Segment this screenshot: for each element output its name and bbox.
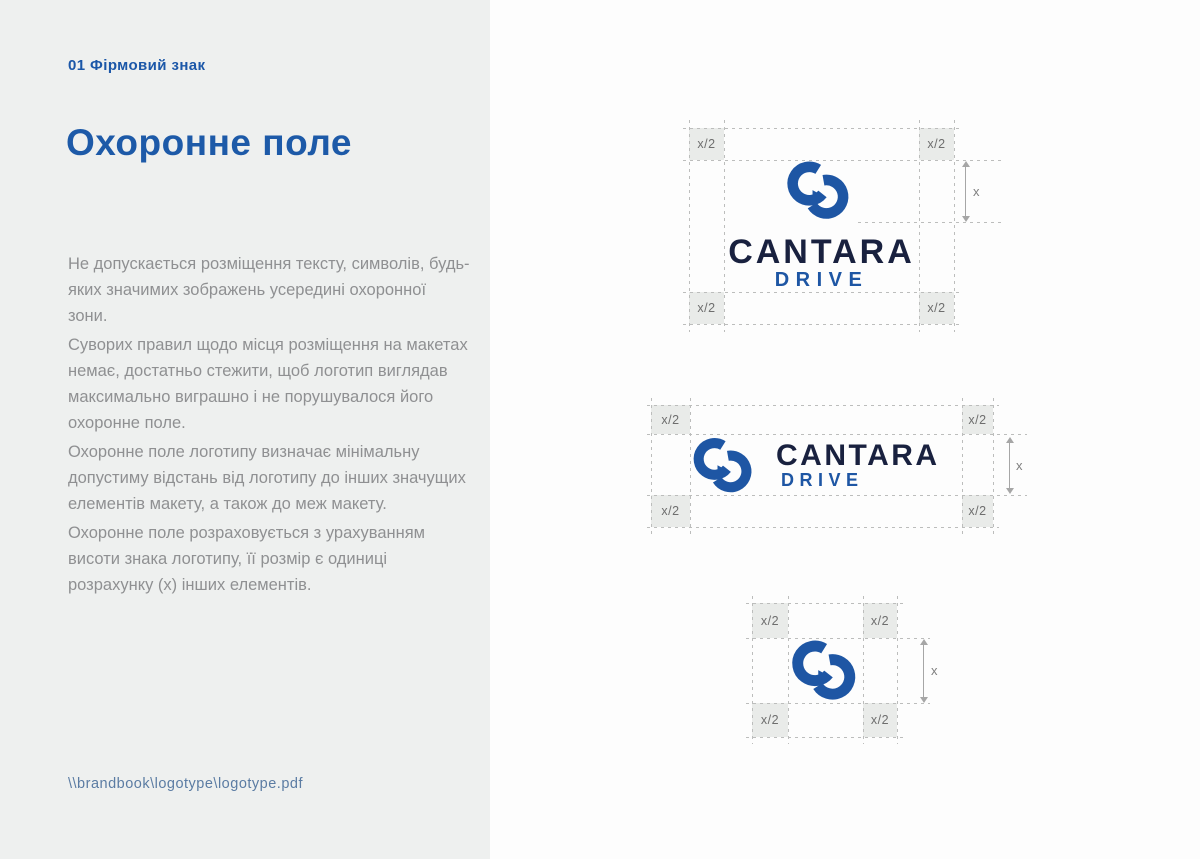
clearspace-half-unit-box (863, 603, 897, 638)
page-title: Охоронне поле (66, 122, 352, 163)
clearspace-half-unit-box (752, 603, 788, 638)
half-unit-label: x/2 (697, 137, 716, 151)
dashed-guide-vertical (993, 398, 994, 534)
logo-wordmark-cantara: CANTARA (776, 439, 940, 472)
dashed-guide-horizontal (746, 703, 930, 704)
half-unit-label: x/2 (697, 301, 716, 315)
dashed-guide-vertical (752, 596, 753, 744)
dashed-guide-vertical (962, 398, 963, 534)
dashed-guide-horizontal (746, 737, 903, 738)
half-unit-label: x/2 (927, 137, 946, 151)
dashed-guide-vertical (651, 398, 652, 534)
clearspace-half-unit-box (962, 495, 993, 527)
clearspace-half-unit-box (689, 128, 724, 160)
dimension-label: x (931, 663, 938, 678)
dimension-rule (1009, 443, 1010, 488)
dashed-guide-horizontal (647, 405, 999, 406)
dashed-guide-vertical (954, 120, 955, 332)
dashed-guide-vertical (724, 120, 725, 332)
half-unit-label: x/2 (870, 613, 890, 628)
clearspace-half-unit-box (863, 703, 897, 737)
clearspace-half-unit-box (651, 405, 690, 434)
arrow-down-icon (1006, 488, 1014, 494)
body-paragraph: Охоронне поле логотипу визначає мінімальну допустиму відстань від логотипу до інших значущих елементів макету, а також до меж макету. (68, 443, 466, 513)
height-dimension-arrow (961, 161, 970, 222)
cantara-monogram-icon (790, 639, 865, 703)
clearspace-half-unit-box (962, 405, 993, 434)
dimension-rule (965, 167, 966, 216)
height-dimension-arrow (919, 639, 928, 703)
cantara-monogram-icon (692, 436, 760, 496)
dashed-guide-horizontal (647, 527, 999, 528)
clearspace-half-unit-box (919, 128, 954, 160)
dashed-guide-vertical (690, 398, 691, 534)
height-dimension-arrow (1005, 437, 1014, 494)
dashed-guide-vertical (897, 596, 898, 744)
arrow-down-icon (920, 697, 928, 703)
clearspace-half-unit-box (689, 292, 724, 324)
dashed-guide-horizontal (858, 222, 1005, 223)
clearspace-half-unit-box (651, 495, 690, 527)
logo-wordmark-drive: DRIVE (774, 269, 869, 291)
dashed-guide-vertical (689, 120, 690, 332)
clearspace-half-unit-box (752, 703, 788, 737)
section-label: 01 Фірмовий знак (68, 57, 206, 74)
half-unit-label: x/2 (661, 504, 680, 518)
dashed-guide-vertical (919, 120, 920, 332)
half-unit-label: x/2 (661, 412, 680, 427)
half-unit-label: x/2 (870, 713, 890, 727)
clearspace-half-unit-box (919, 292, 954, 324)
dashed-guide-horizontal (647, 434, 1027, 435)
half-unit-label: x/2 (968, 412, 987, 427)
dashed-guide-vertical (788, 596, 789, 744)
body-paragraph: Не допускається розміщення тексту, символів, будь-яких значимих зображень усередині охоронної зони. (68, 255, 470, 325)
dimension-rule (923, 645, 924, 697)
dimension-label: x (1016, 458, 1023, 473)
dimension-label: x (973, 184, 980, 199)
dashed-guide-horizontal (746, 603, 903, 604)
half-unit-label: x/2 (968, 504, 987, 518)
cantara-monogram-icon (785, 160, 858, 222)
logo-wordmark-cantara: CANTARA (728, 233, 915, 271)
body-paragraph: Суворих правил щодо місця розміщення на макетах немає, достатньо стежити, щоб логотип виглядав максимально виграшно і не порушувалося його охоронне поле. (68, 336, 468, 432)
half-unit-label: x/2 (927, 301, 946, 315)
logo-wordmark-drive: DRIVE (781, 470, 864, 490)
body-paragraph: Охоронне поле розраховується з урахуванням висоти знака логотипу, її розмір є одиниці розрахунку (х) інших елементів. (68, 524, 426, 594)
file-path: \\brandbook\logotype\logotype.pdf (68, 776, 303, 792)
body-copy (68, 251, 470, 601)
half-unit-label: x/2 (760, 713, 780, 727)
half-unit-label: x/2 (760, 613, 780, 628)
arrow-down-icon (962, 216, 970, 222)
